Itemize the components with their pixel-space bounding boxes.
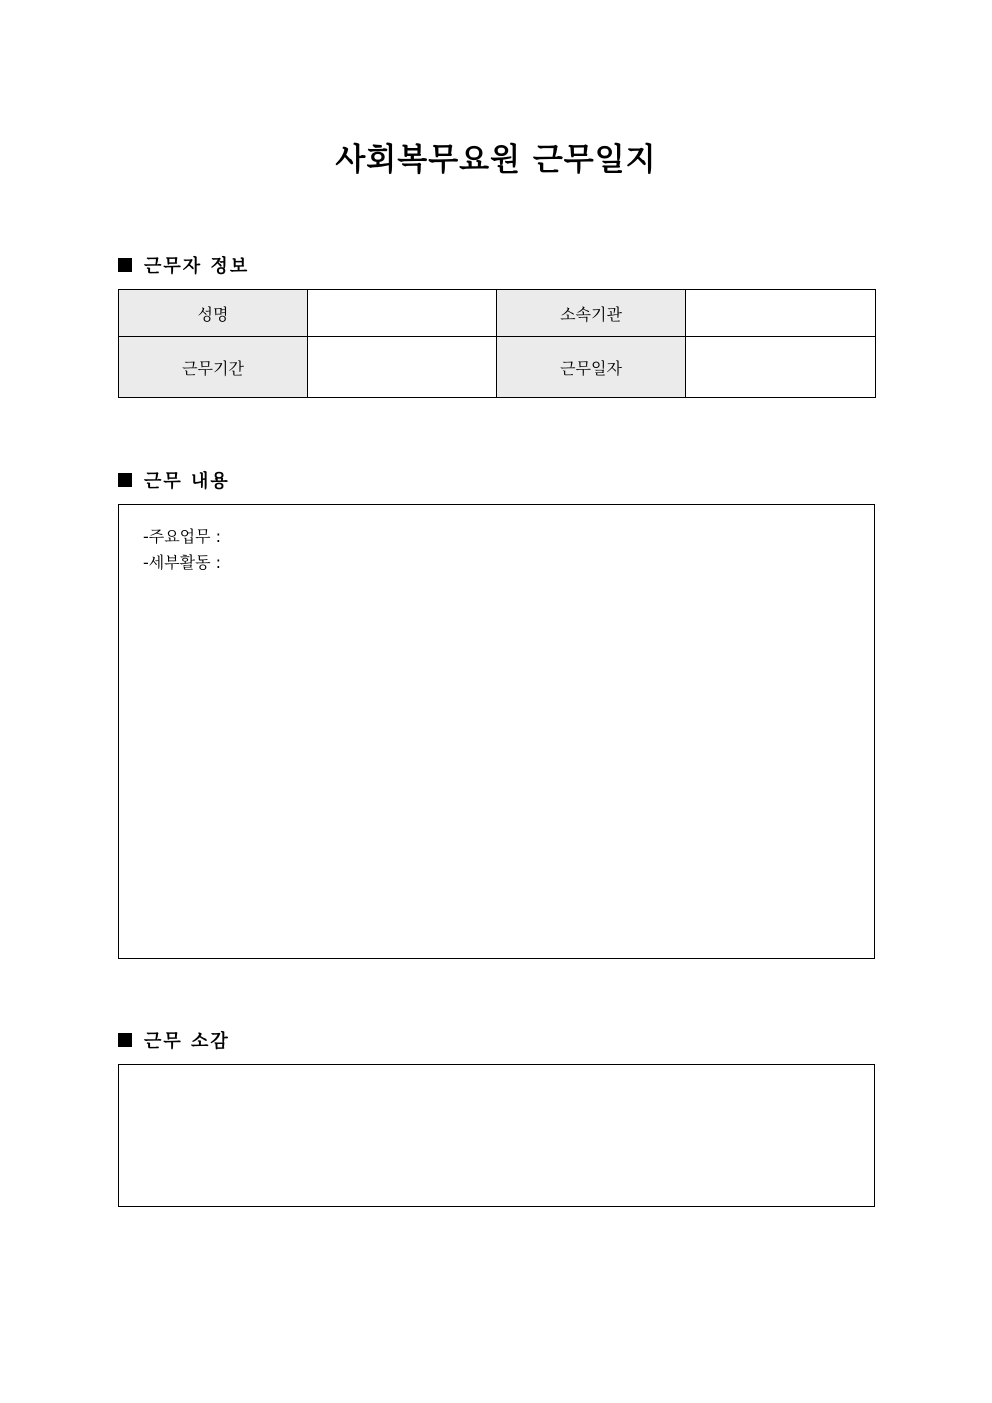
work-content-lines <box>143 524 221 576</box>
section-heading-label: 근무자 정보 <box>144 256 250 277</box>
table-row <box>119 337 876 398</box>
main-duties-line: -주요업무 : <box>143 527 222 546</box>
service-period-field[interactable] <box>308 337 497 398</box>
organization-field[interactable] <box>686 290 876 337</box>
section-heading-work-impression <box>118 1027 230 1053</box>
worker-info-table <box>118 289 876 398</box>
black-square-bullet-icon <box>118 473 132 487</box>
detailed-activities-line: -세부활동 : <box>143 553 222 572</box>
table-row <box>119 290 876 337</box>
document-title: 사회복무요원 근무일지 <box>335 142 657 178</box>
black-square-bullet-icon <box>118 258 132 272</box>
section-heading-label: 근무 소감 <box>144 1031 230 1052</box>
section-heading-work-content <box>118 467 230 493</box>
organization-label: 소속기관 <box>497 290 686 337</box>
name-field[interactable] <box>308 290 497 337</box>
section-heading-label: 근무 내용 <box>144 471 230 492</box>
work-content-box[interactable] <box>118 504 875 959</box>
work-date-field[interactable] <box>686 337 876 398</box>
name-label: 성명 <box>119 290 308 337</box>
service-period-label: 근무기간 <box>119 337 308 398</box>
black-square-bullet-icon <box>118 1033 132 1047</box>
work-impression-box[interactable] <box>118 1064 875 1207</box>
work-date-label: 근무일자 <box>497 337 686 398</box>
section-heading-worker-info <box>118 252 249 278</box>
